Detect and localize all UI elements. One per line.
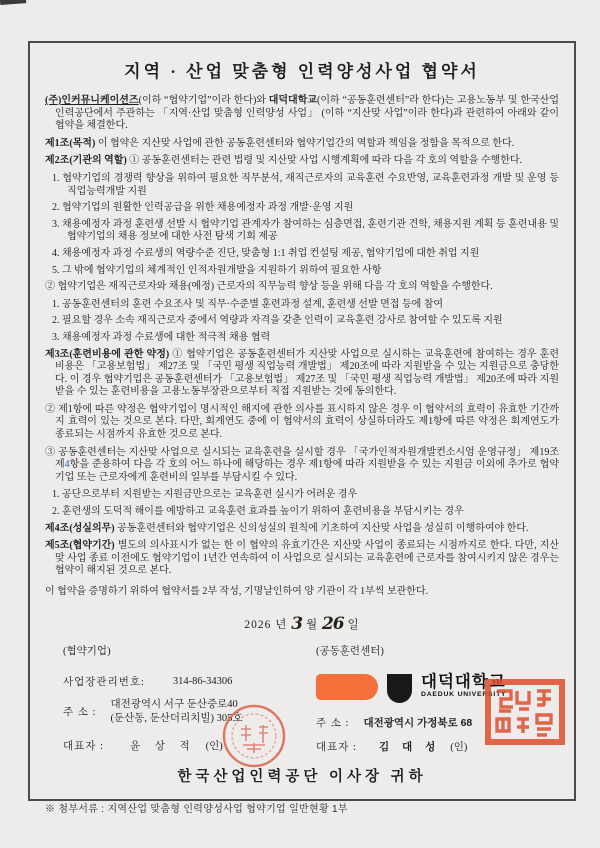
article-2-label: 제2조(기관의 역할) xyxy=(45,155,127,167)
daeduk-logo-text xyxy=(421,674,506,699)
article-2-item: 4. 채용예정자 과정 수료생의 역량수준 진단, 맞춤형 1:1 취업 컨설팅 제공, 협약기업에 대한 취업 지원 xyxy=(52,247,480,259)
article-5-body: 별도의 의사표시가 없는 한 이 협약의 유효기간은 지산맞 사업이 종료되는 시점까지로 한다. 다만, 지산맞 사업 종료 이전에도 협약기업이 1년간 연속하여 이 사업으로 실시되는 교육훈련에 근로자를 참여시키지 않은 경우는 협약이 해지된 것으로 본다. xyxy=(55,540,559,577)
article-4 xyxy=(45,523,559,536)
date-month-handwritten: 3 xyxy=(291,613,303,634)
date-day-suffix: 일 xyxy=(347,618,360,631)
company-address-label: 주 소 : xyxy=(63,707,97,719)
article-5-label: 제5조(협약기간) xyxy=(45,540,115,552)
company-name: (주)인커뮤니케이션즈 xyxy=(45,95,139,106)
date-month-suffix: 월 xyxy=(305,618,319,631)
company-address-value xyxy=(110,698,242,726)
article-4-body: 공동훈련센터와 협약기업은 신의성실의 원칙에 기초하여 지산맞 사업을 성실히 이행하여야 한다. xyxy=(114,522,529,534)
article-3-item: 1. 공단으로부터 지원받는 지원금만으로는 교육훈련 실시가 어려운 경우 xyxy=(52,489,358,501)
center-representative-row xyxy=(316,739,559,754)
article-2-clause-2: ② 협약기업은 재직근로자와 채용(예정) 근로자의 직무능력 향상 등을 위해 다음 각 호의 역할을 수행한다. xyxy=(45,281,493,293)
clause-3-text-1: ③ 공동훈련센터는 지산맞 사업으로 실시되는 교육훈련을 실시할 경우 「국가인적자원개발컨소시엄 운영규정」 제19조제 xyxy=(45,446,559,471)
company-address-row xyxy=(63,698,302,726)
article-2-item: 2. 협약기업의 원활한 인력공급을 위한 채용예정자 과정 개발·운영 지원 xyxy=(52,202,354,214)
article-1 xyxy=(45,138,559,151)
date-year: 2026 xyxy=(244,618,272,631)
article-3-clause-3 xyxy=(45,447,559,485)
company-seal-mark: (인) xyxy=(205,740,223,752)
date-year-suffix: 년 xyxy=(275,618,288,631)
business-number-label: 사업장관리번호: xyxy=(63,676,145,688)
clause-3-blue-digit: 4 xyxy=(64,459,70,471)
article-3 xyxy=(45,349,559,399)
preamble-text-1: (이하 “협약기업”이라 한다)와 xyxy=(138,95,269,106)
center-address-row xyxy=(316,715,559,730)
date-day-handwritten: 26 xyxy=(321,613,344,634)
training-center-header: (공동훈련센터) xyxy=(316,645,384,657)
article-4-label: 제4조(성실의무) xyxy=(45,522,115,534)
company-representative-name: 윤 상 적 xyxy=(129,740,196,752)
article-3-label: 제3조(훈련비용에 관한 약정) xyxy=(45,348,170,360)
article-3-clause-2: ② 제1항에 따른 약정은 협약기업이 명시적인 해지에 관한 의사를 표시하지 않은 경우 이 협약서의 효력이 유효한 기간까지 효력이 있는 것으로 본다. 다만, 회계연도 중에 이 협약서의 효력이 상실하더라도 제1항에 따른 약정은 회계연도가 종료되는 시점까지 유효한 것으로 본다. xyxy=(45,403,559,441)
signature-section xyxy=(45,643,559,763)
article-5 xyxy=(45,540,559,578)
business-number-value: 314-86-34306 xyxy=(172,675,233,687)
article-2-item: 3. 채용예정자 과정 훈련생 선발 시 협약기업 관계자가 참여하는 심층면접, 훈련기관 견학, 채용지원 계획 등 훈련내용 및 협약기업의 채용 정보에 대한 사전 탐색 기회 제공 xyxy=(52,218,559,243)
company-address-line2: (둔산동, 둔산더리치빌) 305호 xyxy=(110,712,243,724)
center-representative-label: 대표자 : xyxy=(316,741,357,753)
preamble xyxy=(45,95,559,133)
center-representative-name: 김 대 성 xyxy=(378,740,441,753)
center-seal-mark: (인) xyxy=(450,741,468,753)
page-title: 지역 · 산업 맞춤형 인력양성사업 협약서 xyxy=(124,62,480,81)
document-border-frame xyxy=(28,41,576,815)
closing-statement: 이 협약을 증명하기 위하여 협약서를 2부 작성, 기명날인하여 양 기관이 각 1부씩 보관한다. xyxy=(45,586,429,597)
article-2-item: 5. 그 밖에 협약기업의 체계적인 인적자원개발을 지원하기 위하여 필요한 사항 xyxy=(52,264,382,276)
recipient-line: 한국산업인력공단 이사장 귀하 xyxy=(177,768,427,785)
company-representative-label: 대표자 : xyxy=(63,740,104,752)
daeduk-logo xyxy=(316,674,559,703)
training-center-block xyxy=(302,643,559,763)
company-representative-row xyxy=(63,738,302,753)
partner-company-header: (협약기업) xyxy=(63,645,111,657)
daeduk-logo-korean: 대덕대학교 xyxy=(421,672,506,691)
article-3-body: ① 협약기업은 공동훈련센터가 지산맞 사업으로 실시하는 교육훈련에 참여하는 경우 훈련비용은 「고용보험법」 제27조 및 「국민 평생 직업능력 개발법」 제20조에 따라 지원받을 수 있는 지원금으로 충당한다. 이 경우 협약기업은 공동훈련센터가 「고용보험법」 제27조 및 「국민 평생 직업능력 개발법」 제20조에 따라 지원받을 수 있는 훈련비용을 고용노동부장관으로부터 직접 지원받는 것에 동의한다. xyxy=(55,348,559,398)
partner-company-block xyxy=(45,643,302,763)
article-2 xyxy=(45,155,559,168)
article-2-item: 1. 협약기업의 경쟁력 향상을 위하여 필요한 직무분석, 재직근로자의 교육훈련 수요반영, 교육훈련과정 개발 및 운영 등 직업능력개발 지원 xyxy=(52,172,559,197)
clause-3-text-2: 항을 준용하여 다음 각 호의 어느 하나에 해당하는 경우 제1항에 따라 지원받을 수 있는 지원금 이외에 추가로 협약기업 또는 근로자에게 훈련비의 일부를 부담시킬 수 있다. xyxy=(55,459,559,483)
center-name: 대덕대학교 xyxy=(268,95,318,106)
daeduk-logo-english: DAEDUK UNIVERSITY xyxy=(421,691,507,699)
daeduk-logo-black-mark-icon xyxy=(387,674,412,703)
article-1-body: 이 협약은 지산맞 사업에 관한 공동훈련센터와 협약기업간의 역할과 책임을 정함을 목적으로 한다. xyxy=(95,137,515,149)
article-2-body: ① 공동훈련센터는 관련 법령 및 지산맞 사업 시행계획에 따라 다음 각 호의 역할을 수행한다. xyxy=(126,155,523,167)
article-1-label: 제1조(목적) xyxy=(45,137,96,149)
agreement-date xyxy=(45,613,559,633)
daeduk-logo-orange-mark-icon xyxy=(316,674,378,700)
scan-artifact xyxy=(0,0,26,5)
center-address-value: 대전광역시 가정북로 68 xyxy=(363,716,473,729)
article-3-item: 2. 훈련생의 도덕적 해이를 예방하고 교육훈련 효과를 높이기 위하여 훈련비용을 부담시키는 경우 xyxy=(52,506,464,518)
company-address-line1: 대전광역시 서구 둔산중로40 xyxy=(110,698,238,710)
attachment-note: ※ 첨부서류 : 지역산업 맞춤형 인력양성사업 협약기업 일반현황 1부 xyxy=(45,803,348,815)
business-number-row xyxy=(63,674,302,689)
center-address-label: 주 소 : xyxy=(316,717,350,729)
preamble-text-2: (이하 “공동훈련센터”라 한다)는 고용노동부 및 한국산업인력공단에서 주관하는 「지역·산업 맞춤형 인력양성 사업」 (이하 “지산맞 사업”이라 한다)과 관련하여 아래와 같이 협약을 체결한다. xyxy=(55,95,559,132)
article-2-clause-2-item: 2. 필요할 경우 소속 재직근로자 중에서 역량과 자격을 갖춘 인력이 교육훈련 강사로 참여할 수 있도록 지원 xyxy=(52,315,503,327)
article-2-clause-2-item: 1. 공동훈련센터의 훈련 수요조사 및 직무·수준별 훈련과정 설계, 훈련생 선발 면접 등에 참여 xyxy=(52,298,444,310)
article-2-clause-2-item: 3. 채용예정자 과정 수료생에 대한 적극적 채용 협력 xyxy=(52,331,271,343)
